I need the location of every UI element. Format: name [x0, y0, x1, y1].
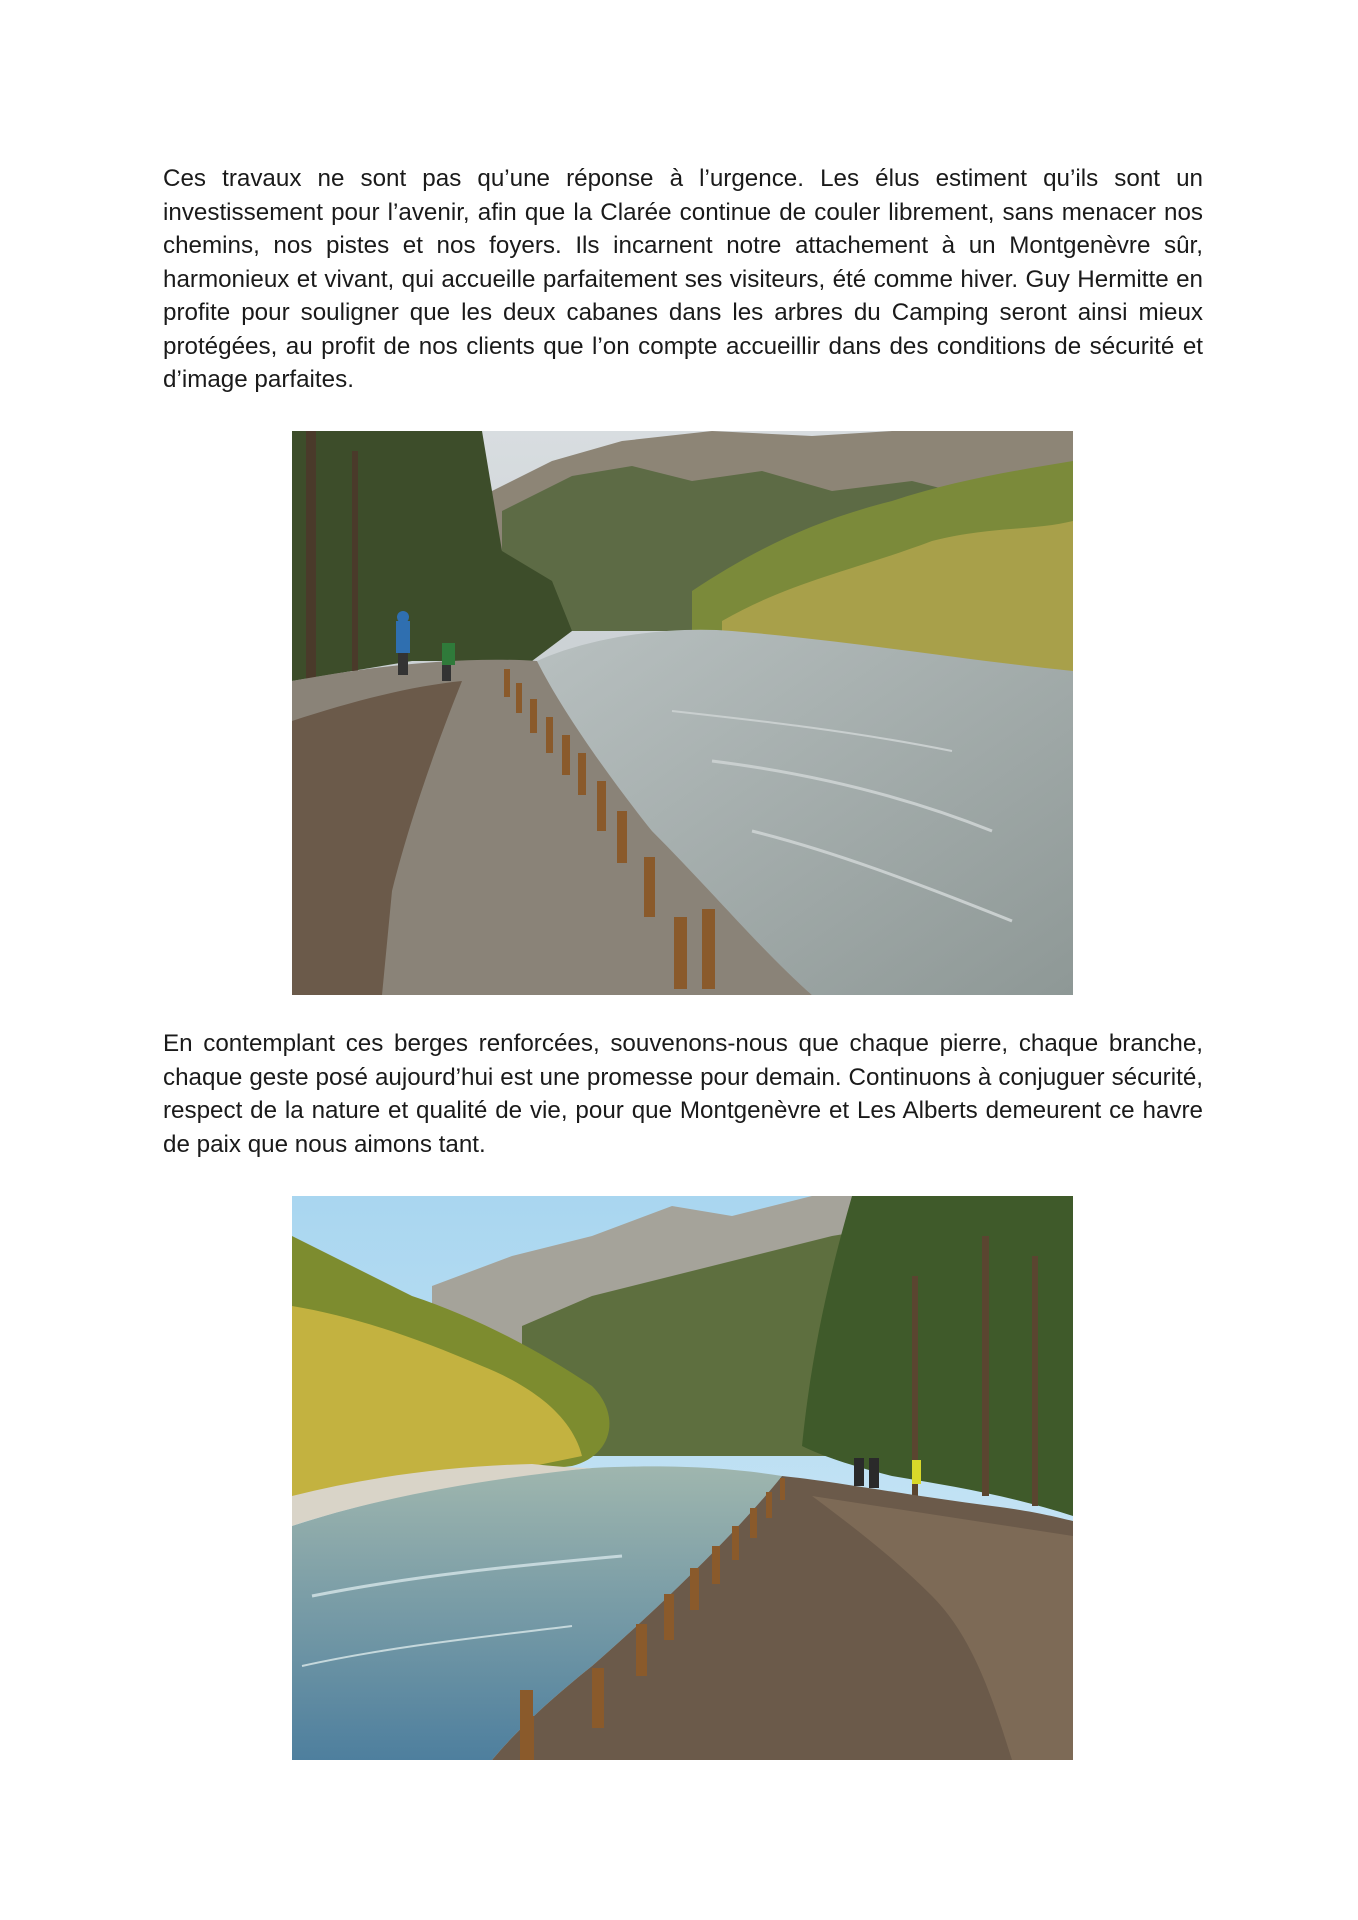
photo-riverbank-stakes-cloudy	[292, 431, 1073, 995]
photo-riverbank-stakes-sunny	[292, 1196, 1073, 1760]
paragraph-intro: Ces travaux ne sont pas qu’une réponse à l’urgence. Les élus estiment qu’ils sont un investissement pour l’avenir, afin que la Clarée continue de couler librement, sans menacer nos chemins, nos pistes et nos foyers. Ils incarnent notre attachement à un Montgenèvre sûr, harmonieux et vivant, qui accueille parfaitement ses visiteurs, été comme hiver. Guy Hermitte en profite pour souligner que les deux cabanes dans les arbres du Camping seront ainsi mieux protégées, au profit de nos clients que l’on compte accueillir dans des conditions de sécurité et d’image parfaites.	[163, 165, 1203, 393]
paragraph-conclusion: En contemplant ces berges renforcées, souvenons-nous que chaque pierre, chaque branche, chaque geste posé aujourd’hui est une promesse pour demain. Continuons à conjuguer sécurité, respect de la nature et qualité de vie, pour que Montgenèvre et Les Alberts demeurent ce havre de paix que nous aimons tant.	[163, 1030, 1203, 1158]
